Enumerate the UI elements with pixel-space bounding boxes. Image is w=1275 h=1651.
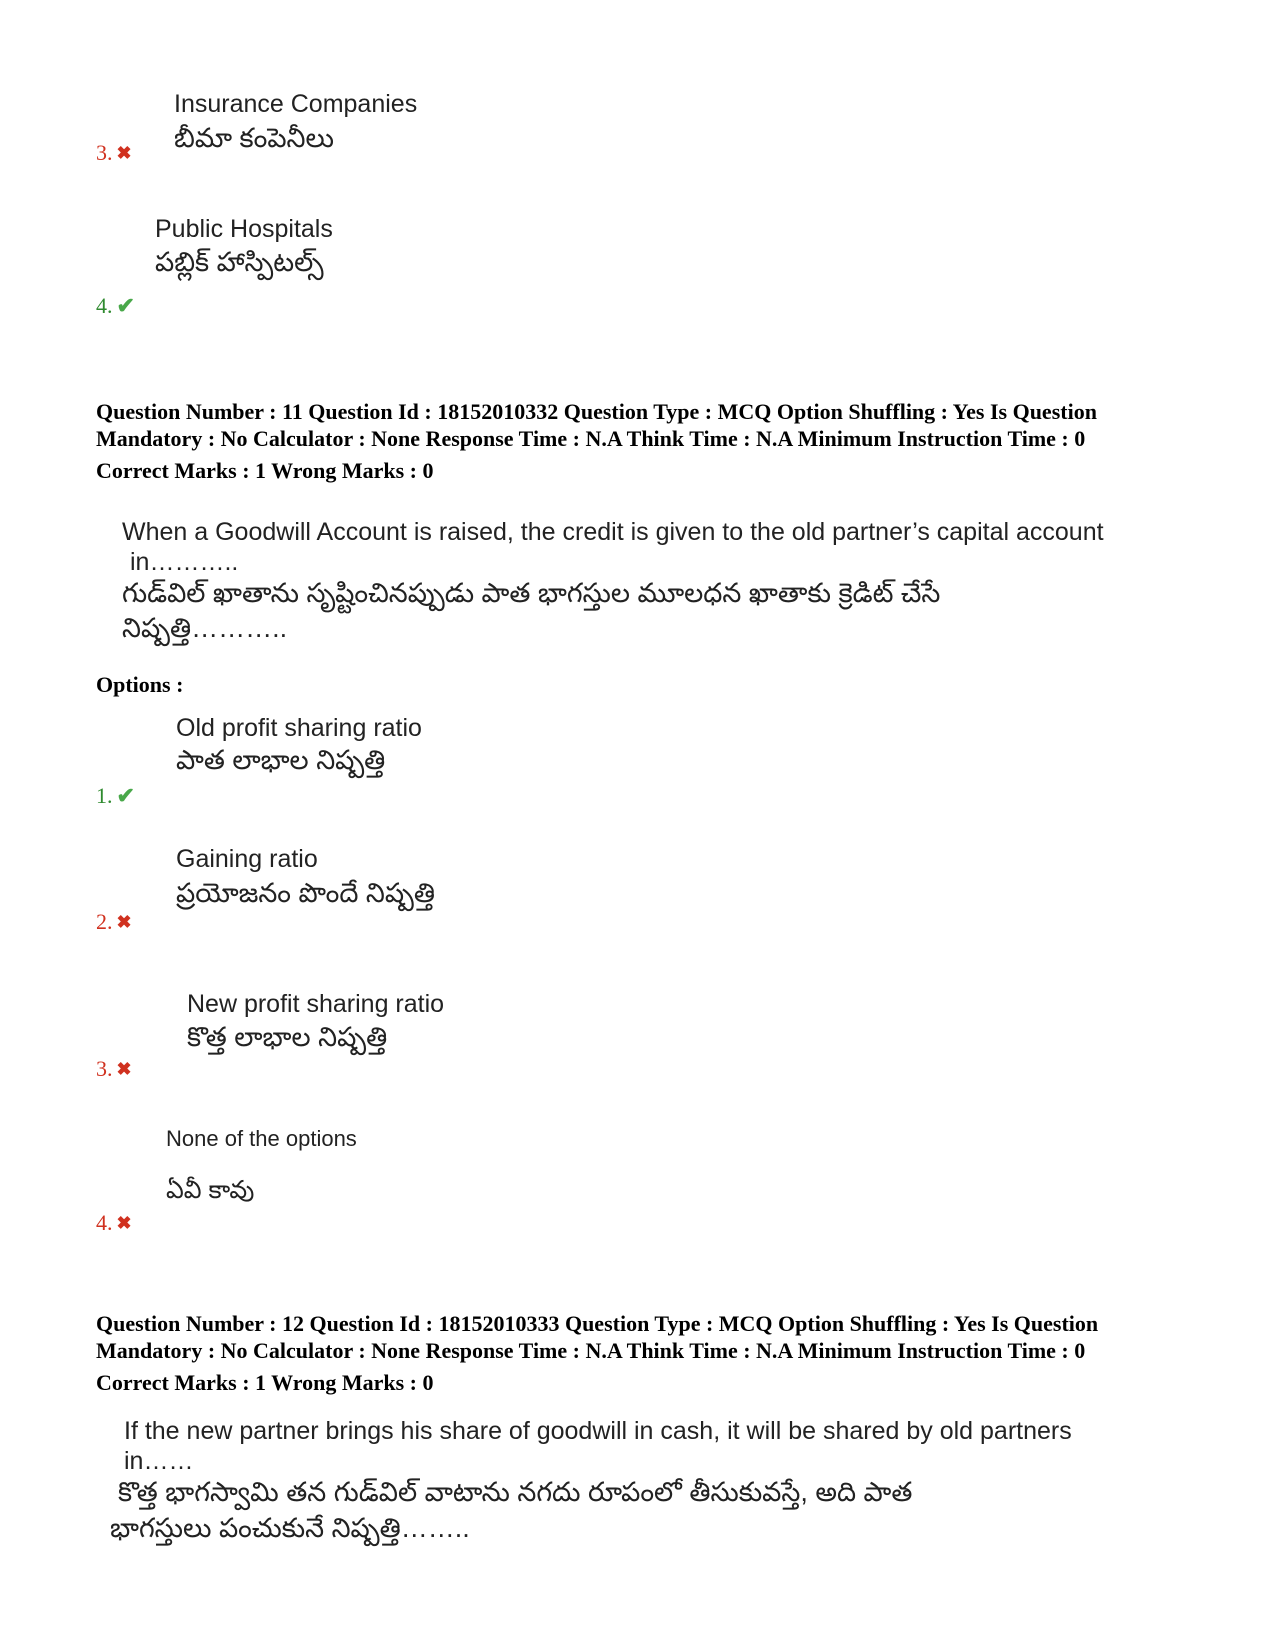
question-text-en-2: in……….. xyxy=(130,548,239,576)
cross-icon: ✖ xyxy=(116,912,132,932)
meta-line-2: Mandatory : No Calculator : None Response Time : N.A Think Time : N.A Minimum Instruction Time : 0 xyxy=(96,426,1086,451)
option-text-te: బీమా కంపెనీలు xyxy=(174,123,334,153)
check-icon: ✔ xyxy=(116,783,135,808)
option-text-en: Gaining ratio xyxy=(176,845,318,873)
option-number xyxy=(96,784,135,808)
option-number-label: 3. xyxy=(96,140,113,165)
option-text-en: New profit sharing ratio xyxy=(187,990,445,1018)
question-meta xyxy=(96,1310,1206,1396)
option-number-label: 3. xyxy=(96,1056,113,1081)
option-number xyxy=(96,1211,132,1235)
meta-line-1: Question Number : 12 Question Id : 18152010333 Question Type : MCQ Option Shuffling : Yes Is Question xyxy=(96,1311,1099,1336)
option-number-label: 4. xyxy=(96,293,113,318)
question-text-en-2: in…… xyxy=(124,1447,194,1475)
option-text-en: Old profit sharing ratio xyxy=(176,714,422,742)
options-label: Options : xyxy=(96,672,184,697)
option-number xyxy=(96,141,132,165)
question-text-te-1: గుడ్‌విల్ ఖాతాను సృష్టించినప్పుడు పాత భాగస్తుల మూలధన ఖాతాకు క్రెడిట్ చేసే xyxy=(122,578,941,608)
marks-line: Correct Marks : 1 Wrong Marks : 0 xyxy=(96,458,434,483)
cross-icon: ✖ xyxy=(116,143,132,163)
question-text-te-1: కొత్త భాగస్వామి తన గుడ్‌విల్ వాటాను నగదు రూపంలో తీసుకువస్తే, అది పాత xyxy=(118,1477,913,1507)
cross-icon: ✖ xyxy=(116,1059,132,1079)
meta-line-1: Question Number : 11 Question Id : 18152010332 Question Type : MCQ Option Shuffling : Yes Is Question xyxy=(96,399,1097,424)
option-text-en: Public Hospitals xyxy=(155,215,333,243)
option-text-en: Insurance Companies xyxy=(174,90,418,118)
question-text-te-2: భాగస్తులు పంచుకునే నిష్పత్తి…….. xyxy=(110,1513,470,1543)
question-text-en-1: If the new partner brings his share of goodwill in cash, it will be shared by old partners xyxy=(124,1417,1072,1445)
option-number xyxy=(96,294,135,318)
option-number xyxy=(96,910,132,934)
question-text-te-2: నిష్పత్తి……….. xyxy=(122,613,288,643)
option-text-te: ఏవీ కావు xyxy=(166,1176,255,1204)
option-number xyxy=(96,1057,132,1081)
cross-icon: ✖ xyxy=(116,1213,132,1233)
question-meta xyxy=(96,398,1206,484)
option-text-te: కొత్త లాభాల నిష్పత్తి xyxy=(187,1022,388,1052)
marks-line: Correct Marks : 1 Wrong Marks : 0 xyxy=(96,1370,434,1395)
option-text-te: పబ్లిక్ హాస్పిటల్స్ xyxy=(155,247,324,277)
option-text-te: పాత లాభాల నిష్పత్తి xyxy=(176,745,386,775)
option-text-en: None of the options xyxy=(166,1126,357,1151)
option-text-te: ప్రయోజనం పొందే నిష్పత్తి xyxy=(176,878,436,908)
check-icon: ✔ xyxy=(116,293,135,318)
option-number-label: 1. xyxy=(96,783,113,808)
meta-line-2: Mandatory : No Calculator : None Response Time : N.A Think Time : N.A Minimum Instruction Time : 0 xyxy=(96,1338,1086,1363)
option-number-label: 4. xyxy=(96,1210,113,1235)
option-number-label: 2. xyxy=(96,909,113,934)
question-text-en-1: When a Goodwill Account is raised, the credit is given to the old partner’s capital account xyxy=(122,518,1104,546)
